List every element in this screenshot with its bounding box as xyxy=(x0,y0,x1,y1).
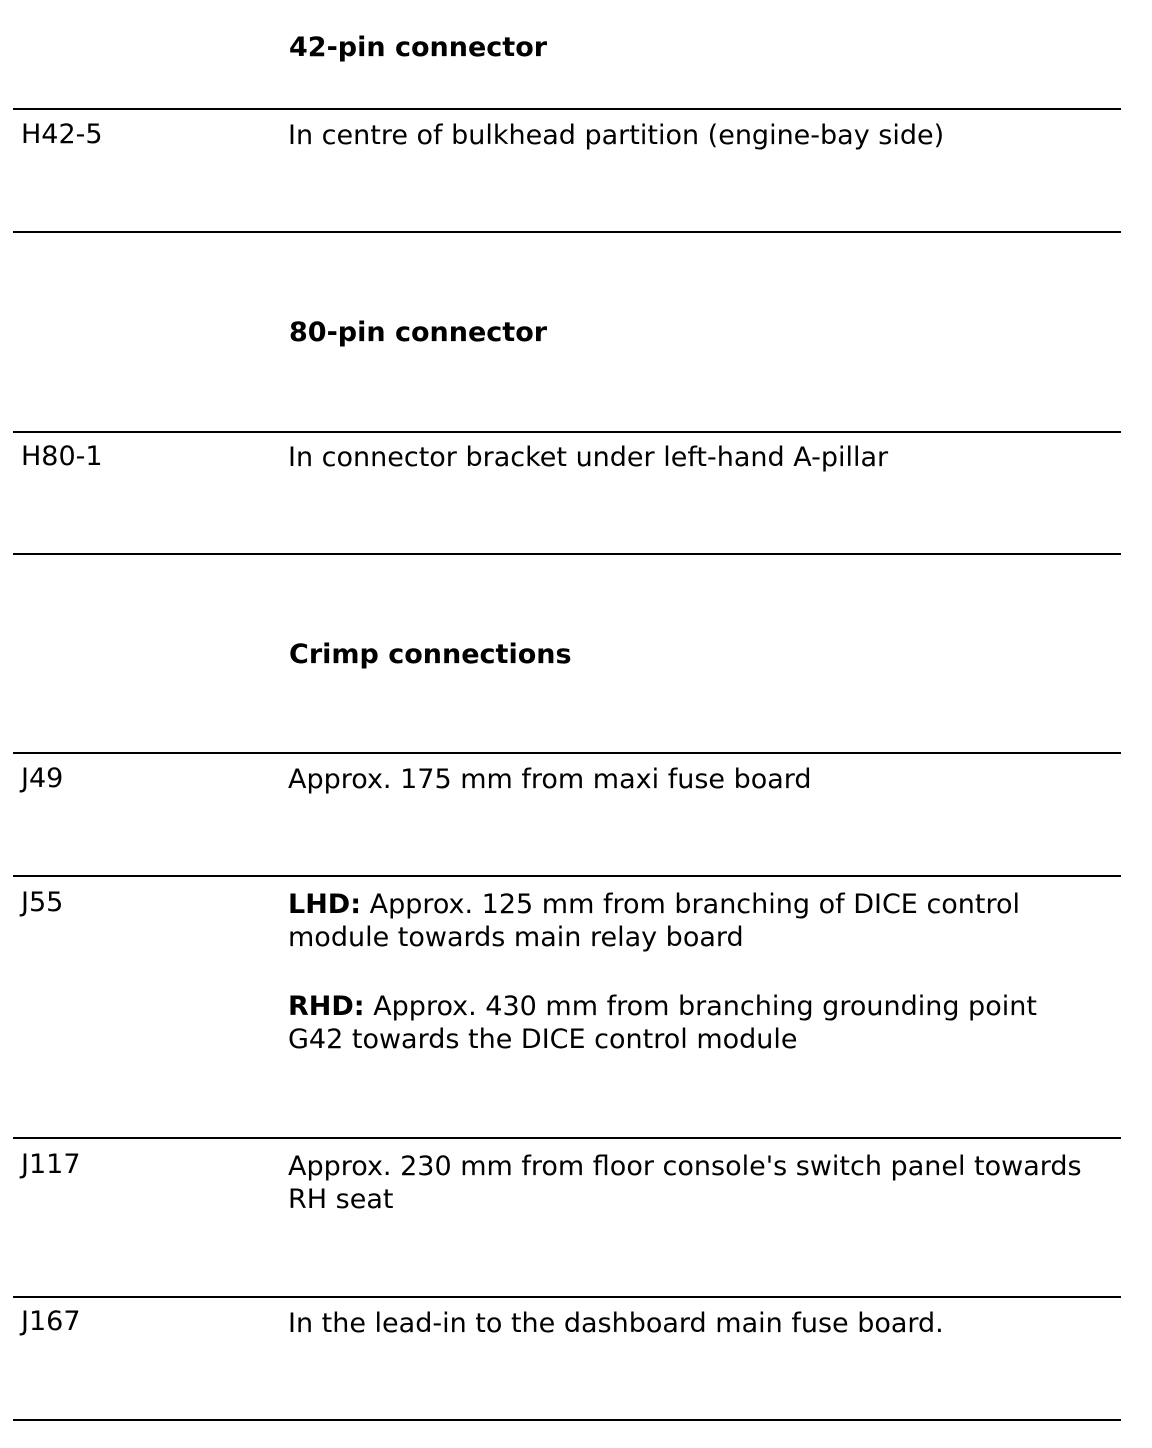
location-text: In connector bracket under left-hand A-pillar xyxy=(288,442,889,473)
connector-code-j49: J49 xyxy=(21,763,64,794)
connector-location-h80-1 xyxy=(288,441,1088,474)
table-rule xyxy=(13,1296,1121,1298)
location-text: Approx. 175 mm from maxi fuse board xyxy=(288,764,812,795)
table-rule xyxy=(13,875,1121,877)
section-heading-80-pin-connector: 80-pin connector xyxy=(289,317,548,348)
location-text: In the lead-in to the dashboard main fuse board. xyxy=(288,1308,944,1339)
table-rule xyxy=(13,752,1121,754)
location-text: Approx. 230 mm from floor console's switch panel towards RH seat xyxy=(288,1151,1082,1215)
connector-code-h80-1: H80-1 xyxy=(21,441,103,472)
lhd-text: Approx. 125 mm from branching of DICE control module towards main relay board xyxy=(288,889,1021,953)
connector-location-j117 xyxy=(288,1150,1088,1216)
section-heading-crimp-connections: Crimp connections xyxy=(289,639,572,670)
rhd-label: RHD: xyxy=(288,991,365,1022)
section-heading-42-pin-connector: 42-pin connector xyxy=(289,32,548,63)
table-rule xyxy=(13,1137,1121,1139)
connector-location-j49 xyxy=(288,763,1088,796)
table-rule xyxy=(13,1419,1121,1421)
rhd-text: Approx. 430 mm from branching grounding point G42 towards the DICE control module xyxy=(288,991,1037,1055)
connector-code-j55: J55 xyxy=(21,887,64,918)
location-text: In centre of bulkhead partition (engine-bay side) xyxy=(288,120,945,151)
connector-location-h42-5 xyxy=(288,119,1088,152)
table-rule xyxy=(13,231,1121,233)
connector-location-j167 xyxy=(288,1307,1088,1340)
table-rule xyxy=(13,431,1121,433)
table-rule xyxy=(13,553,1121,555)
lhd-location xyxy=(288,888,1088,954)
table-rule xyxy=(13,108,1121,110)
connector-code-h42-5: H42-5 xyxy=(21,119,103,150)
connector-code-j167: J167 xyxy=(21,1306,81,1337)
connector-location-j55 xyxy=(288,888,1088,1056)
lhd-label: LHD: xyxy=(288,889,362,920)
connector-code-j117: J117 xyxy=(21,1149,81,1180)
rhd-location xyxy=(288,990,1088,1056)
